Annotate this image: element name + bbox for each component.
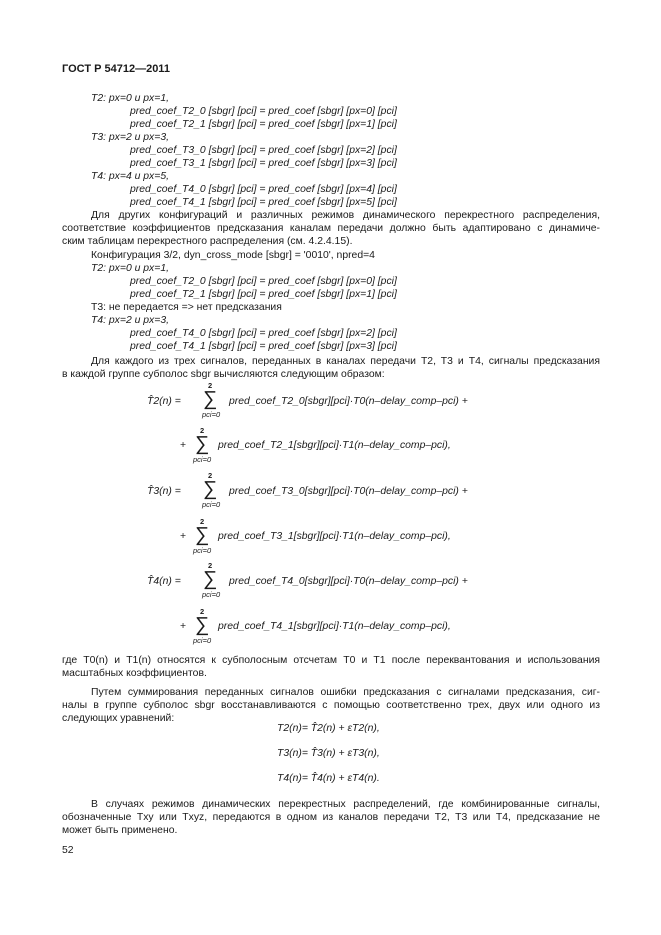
eq1-sum1-sigma-icon: ∑ xyxy=(203,388,218,410)
t3-coef-line-0: pred_coef_T3_0 [sbgr] [pci] = pred_coef [sbgr] [px=2] [pci] xyxy=(130,145,397,156)
para3-line1: где T0(n) и T1(n) относятся к субполосным отсчетам T0 и T1 после переквантования и использования xyxy=(62,655,600,666)
para5-line1: В случаях режимов динамических перекрестных распределений, где комбинированные сигналы, xyxy=(91,799,600,810)
t2-coef-line-0: pred_coef_T2_0 [sbgr] [pci] = pred_coef [sbgr] [px=0] [pci] xyxy=(130,106,397,117)
eq3-sum2-lower: pci=0 xyxy=(193,636,212,645)
t2-coef-line-1: pred_coef_T2_1 [sbgr] [pci] = pred_coef [sbgr] [px=1] [pci] xyxy=(130,119,397,130)
eq1-lhs: T̂2(n) = xyxy=(147,396,181,407)
config-line: Конфигурация 3/2, dyn_cross_mode [sbgr] = '0010', npred=4 xyxy=(91,250,375,261)
eq2-sum1-upper: 2 xyxy=(208,471,213,480)
para3-line2: масштабных коэффициентов. xyxy=(62,668,207,679)
eq2-plus: + xyxy=(180,531,187,542)
eq1-sum1-upper: 2 xyxy=(208,381,213,390)
eq2-term-a: pred_coef_T3_0[sbgr][pci]·T0(n–delay_comp–pci) + xyxy=(229,486,468,497)
t4-coef-line-0: pred_coef_T4_0 [sbgr] [pci] = pred_coef [sbgr] [px=4] [pci] xyxy=(130,184,397,195)
eq1-sum1-lower: pci=0 xyxy=(202,410,221,419)
eq2-sum1-lower: pci=0 xyxy=(202,500,221,509)
recon-eq-t2: T2(n)= T̂2(n) + εT2(n), xyxy=(277,723,380,734)
eq2-lhs: T̂3(n) = xyxy=(147,486,181,497)
eq1-term-b: pred_coef_T2_1[sbgr][pci]·T1(n–delay_comp–pci), xyxy=(218,440,451,451)
page-number: 52 xyxy=(62,845,74,856)
para1-line3: ским таблицам перекрестного распределения (см. 4.2.4.15). xyxy=(62,236,353,247)
b2-t4-head: T4: px=2 и px=3, xyxy=(91,315,169,326)
recon-eq-t4: T4(n)= T̂4(n) + εT4(n). xyxy=(277,773,380,784)
eq3-sum1-sigma-icon: ∑ xyxy=(203,568,218,590)
para4-line3: следующих уравнений: xyxy=(62,713,175,724)
para1-line2: соответствие коэффициентов предсказания каналам передачи должно быть адаптировано с динамиче- xyxy=(62,223,600,234)
t4-coef-line-1: pred_coef_T4_1 [sbgr] [pci] = pred_coef [sbgr] [px=5] [pci] xyxy=(130,197,397,208)
para2-line2: в каждой группе субполос sbgr вычисляются следующим образом: xyxy=(62,369,385,380)
eq3-lhs: T̂4(n) = xyxy=(147,576,181,587)
eq3-term-a: pred_coef_T4_0[sbgr][pci]·T0(n–delay_comp–pci) + xyxy=(229,576,468,587)
para4-line2: налы в группе субполос sbgr восстанавливаются с помощью соответственно трех, двух или одного из xyxy=(62,700,600,711)
para5-line3: может быть применено. xyxy=(62,825,178,836)
eq2-sum2-upper: 2 xyxy=(200,517,205,526)
recon-eq-t3: T3(n)= T̂3(n) + εT3(n), xyxy=(277,748,380,759)
b2-t2-coef-1: pred_coef_T2_1 [sbgr] [pci] = pred_coef [sbgr] [px=1] [pci] xyxy=(130,289,397,300)
b2-t4-coef-0: pred_coef_T4_0 [sbgr] [pci] = pred_coef [sbgr] [px=2] [pci] xyxy=(130,328,397,339)
t2-mapping-head: T2: px=0 и px=1, xyxy=(91,93,169,104)
b2-t2-head: T2: px=0 и px=1, xyxy=(91,263,169,274)
eq3-sum1-upper: 2 xyxy=(208,561,213,570)
t4-mapping-head: T4: px=4 и px=5, xyxy=(91,171,169,182)
eq1-term-a: pred_coef_T2_0[sbgr][pci]·T0(n–delay_comp–pci) + xyxy=(229,396,468,407)
b2-t3-head: T3: не передается => нет предсказания xyxy=(91,302,282,313)
eq2-sum2-sigma-icon: ∑ xyxy=(195,524,210,546)
eq3-plus: + xyxy=(180,621,187,632)
eq1-sum2-sigma-icon: ∑ xyxy=(195,433,210,455)
eq3-term-b: pred_coef_T4_1[sbgr][pci]·T1(n–delay_comp–pci), xyxy=(218,621,451,632)
para4-line1: Путем суммирования переданных сигналов ошибки предсказания с сигналами предсказания, сиг- xyxy=(91,687,600,698)
eq2-term-b: pred_coef_T3_1[sbgr][pci]·T1(n–delay_comp–pci), xyxy=(218,531,451,542)
b2-t2-coef-0: pred_coef_T2_0 [sbgr] [pci] = pred_coef [sbgr] [px=0] [pci] xyxy=(130,276,397,287)
eq1-plus: + xyxy=(180,440,187,451)
eq2-sum1-sigma-icon: ∑ xyxy=(203,478,218,500)
eq2-sum2-lower: pci=0 xyxy=(193,546,212,555)
eq3-sum1-lower: pci=0 xyxy=(202,590,221,599)
t3-coef-line-1: pred_coef_T3_1 [sbgr] [pci] = pred_coef [sbgr] [px=3] [pci] xyxy=(130,158,397,169)
para5-line2: обозначенные Txy или Txyz, передаются в одном из каналов передачи T2, T3 или T4, предсказание не xyxy=(62,812,600,823)
para1-line1: Для других конфигураций и различных режимов динамического перекрестного распределения, xyxy=(91,210,600,221)
para2-line1: Для каждого из трех сигналов, переданных в каналах передачи T2, T3 и T4, сигналы предсказания xyxy=(91,356,600,367)
eq1-sum2-upper: 2 xyxy=(200,426,205,435)
eq3-sum2-upper: 2 xyxy=(200,607,205,616)
b2-t4-coef-1: pred_coef_T4_1 [sbgr] [pci] = pred_coef [sbgr] [px=3] [pci] xyxy=(130,341,397,352)
document-header: ГОСТ Р 54712—2011 xyxy=(62,63,170,75)
eq3-sum2-sigma-icon: ∑ xyxy=(195,614,210,636)
eq1-sum2-lower: pci=0 xyxy=(193,455,212,464)
t3-mapping-head: T3: px=2 и px=3, xyxy=(91,132,169,143)
